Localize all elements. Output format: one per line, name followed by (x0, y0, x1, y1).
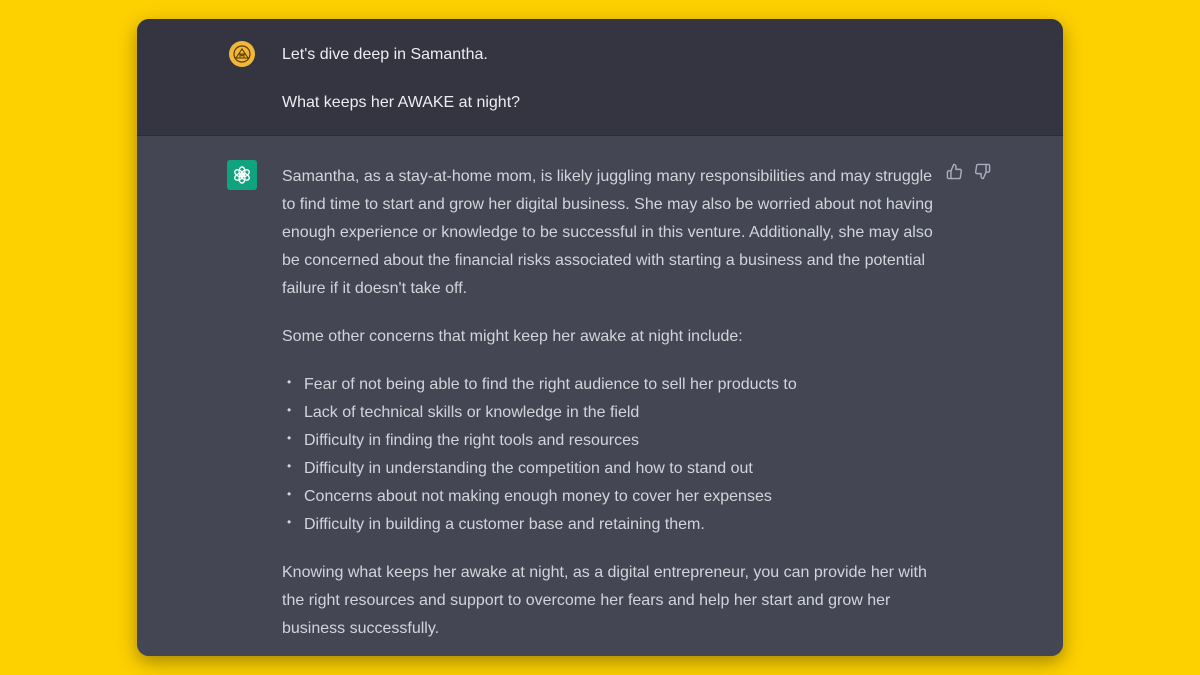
bullet-icon: • (287, 431, 292, 445)
assistant-paragraph: Some other concerns that might keep her awake at night include: (282, 328, 743, 345)
assistant-paragraph: Knowing what keeps her awake at night, as a digital entrepreneur, you can provide her with the right resources and support to overcome her fears and help her start and grow her business successfully. (282, 564, 927, 637)
list-item (282, 483, 937, 511)
user-message (137, 19, 1063, 136)
list-item (282, 455, 937, 483)
list-item-text: Lack of technical skills or knowledge in the field (304, 404, 640, 421)
user-message-text (282, 41, 982, 137)
list-item (282, 427, 937, 455)
list-item-text: Difficulty in understanding the competition and how to stand out (304, 460, 753, 477)
list-item-text: Difficulty in finding the right tools and resources (304, 432, 639, 449)
list-item-text: Difficulty in building a customer base and retaining them. (304, 516, 705, 533)
concerns-list (282, 371, 937, 539)
thumbs-down-icon (974, 163, 991, 180)
list-item-text: Fear of not being able to find the right audience to sell her products to (304, 376, 797, 393)
bullet-icon: • (287, 515, 292, 529)
bullet-icon: • (287, 403, 292, 417)
thumbs-up-icon (946, 163, 963, 180)
thumbs-up-button[interactable] (945, 162, 963, 180)
user-paragraph: Let's dive deep in Samantha. (282, 46, 488, 63)
openai-logo-icon (227, 160, 257, 190)
bullet-icon: • (287, 375, 292, 389)
user-paragraph: What keeps her AWAKE at night? (282, 94, 521, 111)
chat-window (137, 19, 1063, 656)
bullet-icon: • (287, 487, 292, 501)
user-avatar-icon (229, 41, 255, 67)
thumbs-down-button[interactable] (973, 162, 991, 180)
bullet-icon: • (287, 459, 292, 473)
list-item-text: Concerns about not making enough money to cover her expenses (304, 488, 772, 505)
list-item (282, 511, 937, 539)
list-item (282, 371, 937, 399)
assistant-message-text (282, 163, 937, 656)
list-item (282, 399, 937, 427)
feedback-buttons (945, 162, 991, 180)
assistant-message (137, 136, 1063, 656)
assistant-paragraph: Samantha, as a stay-at-home mom, is likely juggling many responsibilities and may struggle to find time to start and grow her digital business. She may also be worried about not having enough experience or knowledge to be successful in this venture. Additionally, she may also be concerned about the financial risks associated with starting a business and the potential failure if it doesn't take off. (282, 168, 934, 297)
